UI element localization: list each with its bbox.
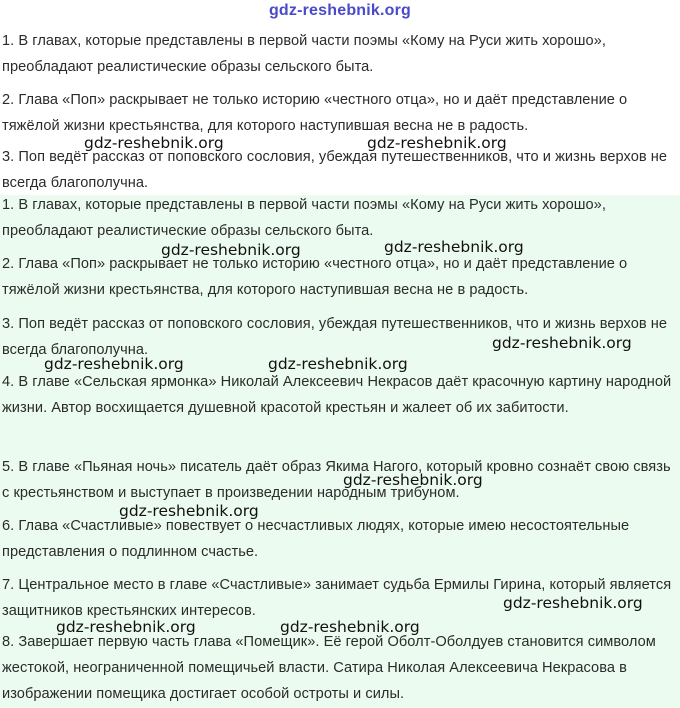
paragraph-1: 1. В главах, которые представлены в первой части поэмы «Кому на Руси жить хорошо», преобладают реалистические образы сельского быта.: [2, 33, 606, 75]
watermark: gdz-reshebnik.org: [268, 355, 408, 373]
answer-block-short: [0, 27, 680, 195]
header-watermark: gdz-reshebnik.org: [268, 2, 412, 19]
watermark: gdz-reshebnik.org: [384, 238, 524, 256]
paragraph-2: 2. Глава «Поп» раскрывает не только историю «честного отца», но и даёт представление о тяжёлой жизни крестьянства, для которого наступившая весна не в радость.: [2, 256, 628, 298]
answer-block-full: [0, 195, 680, 708]
watermark: gdz-reshebnik.org: [367, 134, 507, 152]
paragraph-3: 3. Поп ведёт рассказ от поповского сословия, убеждая путешественников, что и жизнь верхов не всегда благополучна.: [2, 149, 668, 191]
watermark: gdz-reshebnik.org: [492, 334, 632, 352]
paragraph-8: 8. Завершает первую часть глава «Помещик». Её герой Оболт-Оболдуев становится символом жестокой, неограниченной помещичьей власти. Сатира Николая Алексеевича Некрасова в изображении помещика достигает особой остроты и силы.: [2, 634, 656, 702]
watermark: gdz-reshebnik.org: [119, 502, 259, 520]
paragraph-7: 7. Центральное место в главе «Счастливые» занимает судьба Ермилы Гирина, который является защитников крестьянских интересов.: [2, 577, 672, 619]
paragraph-2: 2. Глава «Поп» раскрывает не только историю «честного отца», но и даёт представление о тяжёлой жизни крестьянства, для которого наступившая весна не в радость.: [2, 92, 628, 134]
watermark: gdz-reshebnik.org: [84, 134, 224, 152]
watermark: gdz-reshebnik.org: [343, 471, 483, 489]
watermark: gdz-reshebnik.org: [161, 241, 301, 259]
paragraph-1: 1. В главах, которые представлены в первой части поэмы «Кому на Руси жить хорошо», преобладают реалистические образы сельского быта.: [2, 197, 606, 239]
paragraph-6: 6. Глава «Счастливые» повествует о несчастливых людях, которые имею несостоятельные представления о подлинном счастье.: [2, 518, 630, 560]
paragraph-4: 4. В главе «Сельская ярмонка» Николай Алексеевич Некрасов даёт красочную картину народной жизни. Автор восхищается душевной красотой крестьян и жалеет об их забитости.: [2, 374, 672, 416]
paragraph-5: 5. В главе «Пьяная ночь» писатель даёт образ Якима Нагого, который кровно сознаёт свою связь с крестьянством и выступает в произведении народным трибуном.: [2, 459, 671, 501]
watermark: gdz-reshebnik.org: [503, 594, 643, 612]
paragraph-3: 3. Поп ведёт рассказ от поповского сословия, убеждая путешественников, что и жизнь верхов не всегда благополучна.: [2, 316, 668, 358]
watermark: gdz-reshebnik.org: [56, 618, 196, 636]
watermark: gdz-reshebnik.org: [280, 618, 420, 636]
watermark: gdz-reshebnik.org: [44, 355, 184, 373]
